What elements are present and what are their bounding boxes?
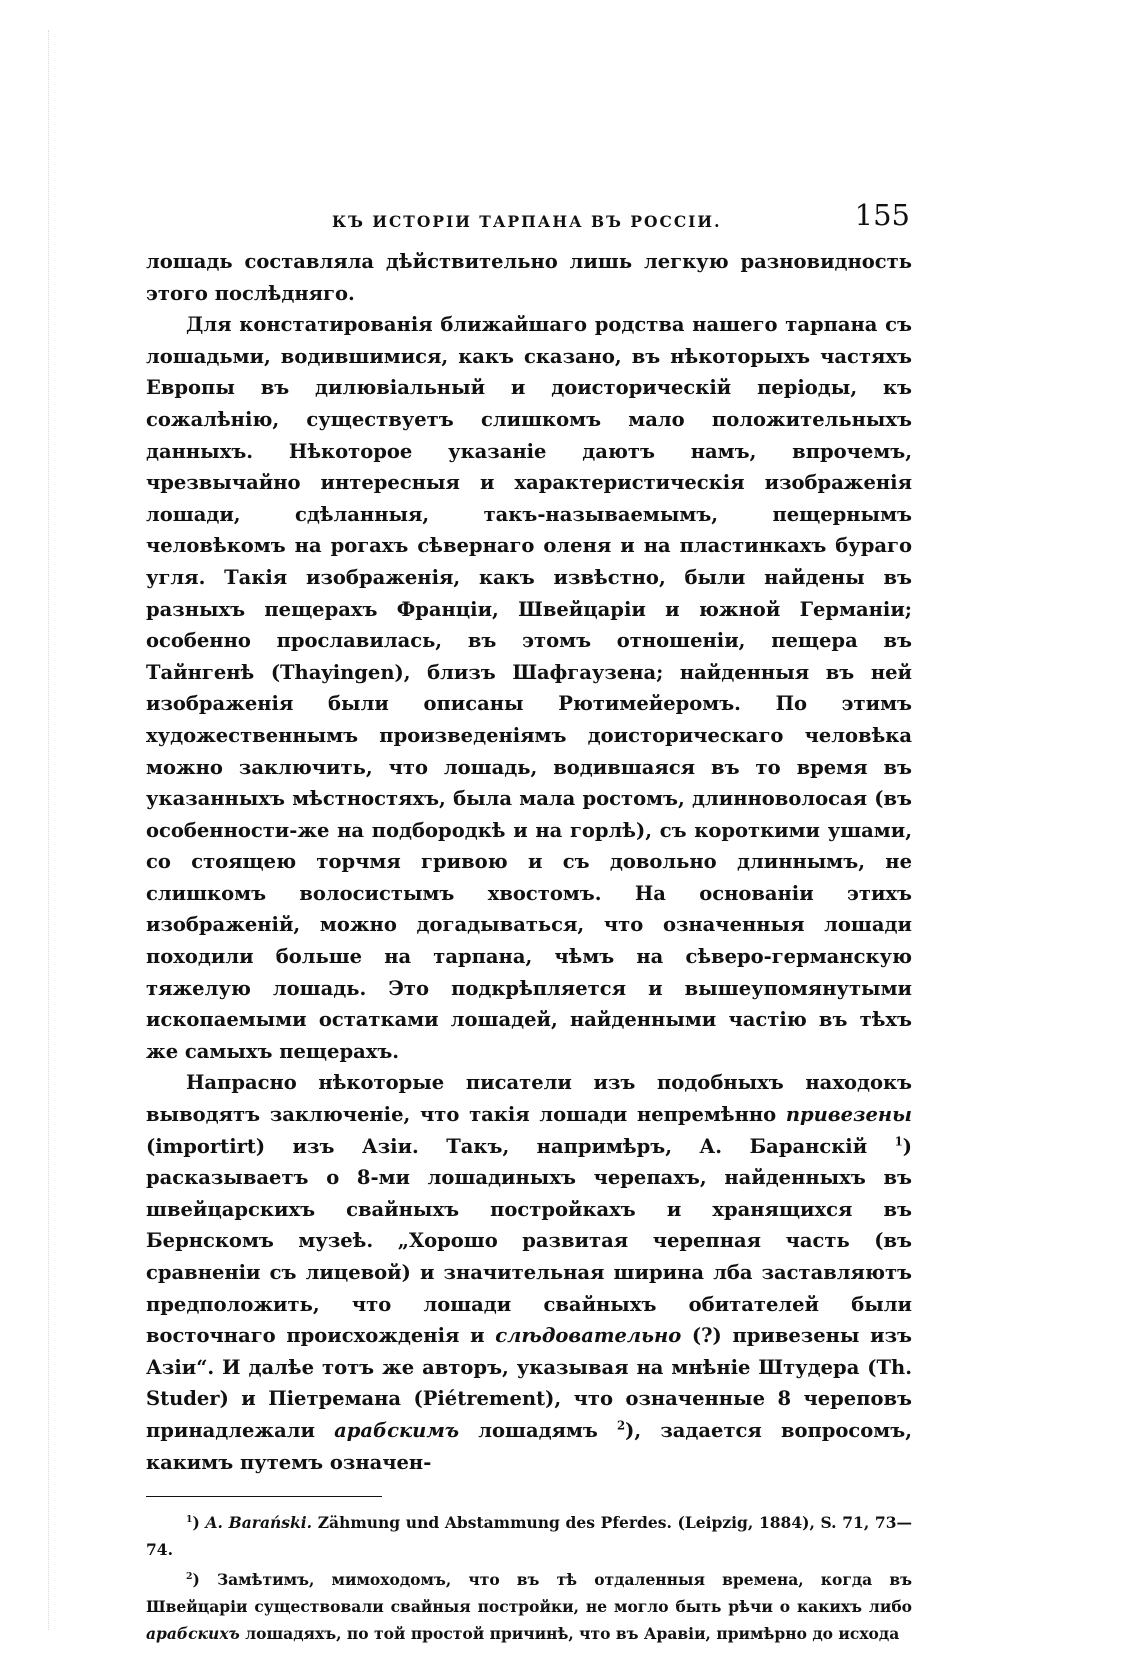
footnote-ref-2: 2	[617, 1418, 626, 1433]
footnote-2	[146, 1566, 912, 1647]
body-text	[146, 246, 912, 1478]
paragraph-3-text: (?) привезены изъ Азіи“. И далѣе тотъ же авторъ, указывая на мнѣніе Штудера (Th. Studer) и Піетремана (Piétrement), что означенные 8 череповъ принадлежали	[146, 1324, 912, 1442]
footnote-1-text: Zähmung und Abstammung des Pferdes. (Leipzig, 1884), S. 71, 73—74.	[146, 1513, 912, 1560]
paragraph-3	[146, 1067, 912, 1478]
paragraph-3-text: Напрасно нѣкоторые писатели изъ подобныхъ находокъ выводятъ заключеніе, что такія лошади непремѣнно	[146, 1071, 912, 1127]
footnote-2-text: ) Замѣтимъ, мимоходомъ, что въ тѣ отдаленныя времена, когда въ Швейцаріи существовали свайныя постройки, не могло быть рѣчи о какихъ либо	[146, 1570, 912, 1617]
paragraph-3-text: ), задается вопросомъ, какимъ путемъ означен-	[146, 1418, 912, 1474]
book-page	[146, 192, 912, 1650]
running-title: КЪ ИСТОРІИ ТАРПАНА ВЪ РОССІИ.	[332, 212, 722, 231]
paragraph-1: лошадь составляла дѣйствительно лишь легкую разновидность этого послѣдняго.	[146, 250, 912, 305]
italic-arabskim: арабскимъ	[334, 1418, 460, 1442]
footnote-divider	[146, 1496, 382, 1497]
page-number: 155	[854, 198, 910, 232]
paragraph-3-text: (importirt) изъ Азіи. Такъ, напримѣръ, А. Баранскій	[146, 1134, 895, 1158]
paragraph-3-text: лошадямъ	[459, 1418, 618, 1442]
footnotes	[146, 1509, 912, 1647]
footnote-marker-1: 1	[186, 1514, 193, 1525]
footnote-1-author: A. Barański.	[205, 1513, 313, 1533]
footnote-ref-1: 1	[894, 1134, 903, 1149]
italic-privezeny: привезены	[785, 1103, 912, 1127]
footnote-marker-2: 2	[186, 1571, 193, 1582]
footnote-2-text: лошадяхъ, по той простой причинѣ, что въ Аравіи, примѣрно до исхода	[239, 1624, 900, 1644]
footnote-1: $^1$) A. Barański. Zähmung und Abstammung des Pferdes. (Leipzig, 1884), S. 71, 73—74.	[146, 1513, 912, 1560]
footnote-2-italic: арабскихъ	[146, 1624, 240, 1644]
paragraph-2: Для констатированія ближайшаго родства нашего тарпана съ лошадьми, водившимися, какъ сказано, въ нѣкоторыхъ частяхъ Европы въ дилювіальный и доисторическій періоды, къ сожалѣнію, существуетъ слишкомъ мало положительныхъ данныхъ. Нѣкоторое указаніе даютъ намъ, впрочемъ, чрезвычайно интересныя и характеристическія изображенія лошади, сдѣланныя, такъ-называемымъ, пещернымъ человѣкомъ на рогахъ сѣвернаго оленя и на пластинкахъ бураго угля. Такія изображенія, какъ извѣстно, были найдены въ разныхъ пещерахъ Франціи, Швейцаріи и южной Германіи; особенно прославилась, въ этомъ отношеніи, пещера въ Тайнгенѣ (Thayingen), близъ Шафгаузена; найденныя въ ней изображенія были описаны Рютимейеромъ. По этимъ художественнымъ произведеніямъ доисторическаго человѣка можно заключить, что лошадь, водившаяся въ то время въ указанныхъ мѣстностяхъ, была мала ростомъ, длинноволосая (въ особенности-же на подбородкѣ и на горлѣ), съ короткими ушами, со стоящею торчмя гривою и съ довольно длиннымъ, не слишкомъ волосистымъ хвостомъ. На основаніи этихъ изображеній, можно догадываться, что означенныя лошади походили больше на тарпана, чѣмъ на сѣверо-германскую тяжелую лошадь. Это подкрѣпляется и вышеупомянутыми ископаемыми остатками лошадей, найденными частію въ тѣхъ же самыхъ пещерахъ.	[146, 313, 912, 1063]
paragraph-3-text: ) расказываетъ о 8-ми лошадиныхъ черепахъ, найденныхъ въ швейцарскихъ свайныхъ постройкахъ и хранящихся въ Бернскомъ музеѣ. „Хорошо развитая черепная часть (въ сравненіи съ лицевой) и значительная ширина лба заставляютъ предположить, что лошади свайныхъ обитателей были восточнаго происхожденія и	[146, 1134, 912, 1348]
page-header	[146, 192, 912, 232]
italic-sledovatelno: слѣдовательно	[495, 1324, 682, 1348]
scan-edge-artifact	[48, 30, 50, 1630]
